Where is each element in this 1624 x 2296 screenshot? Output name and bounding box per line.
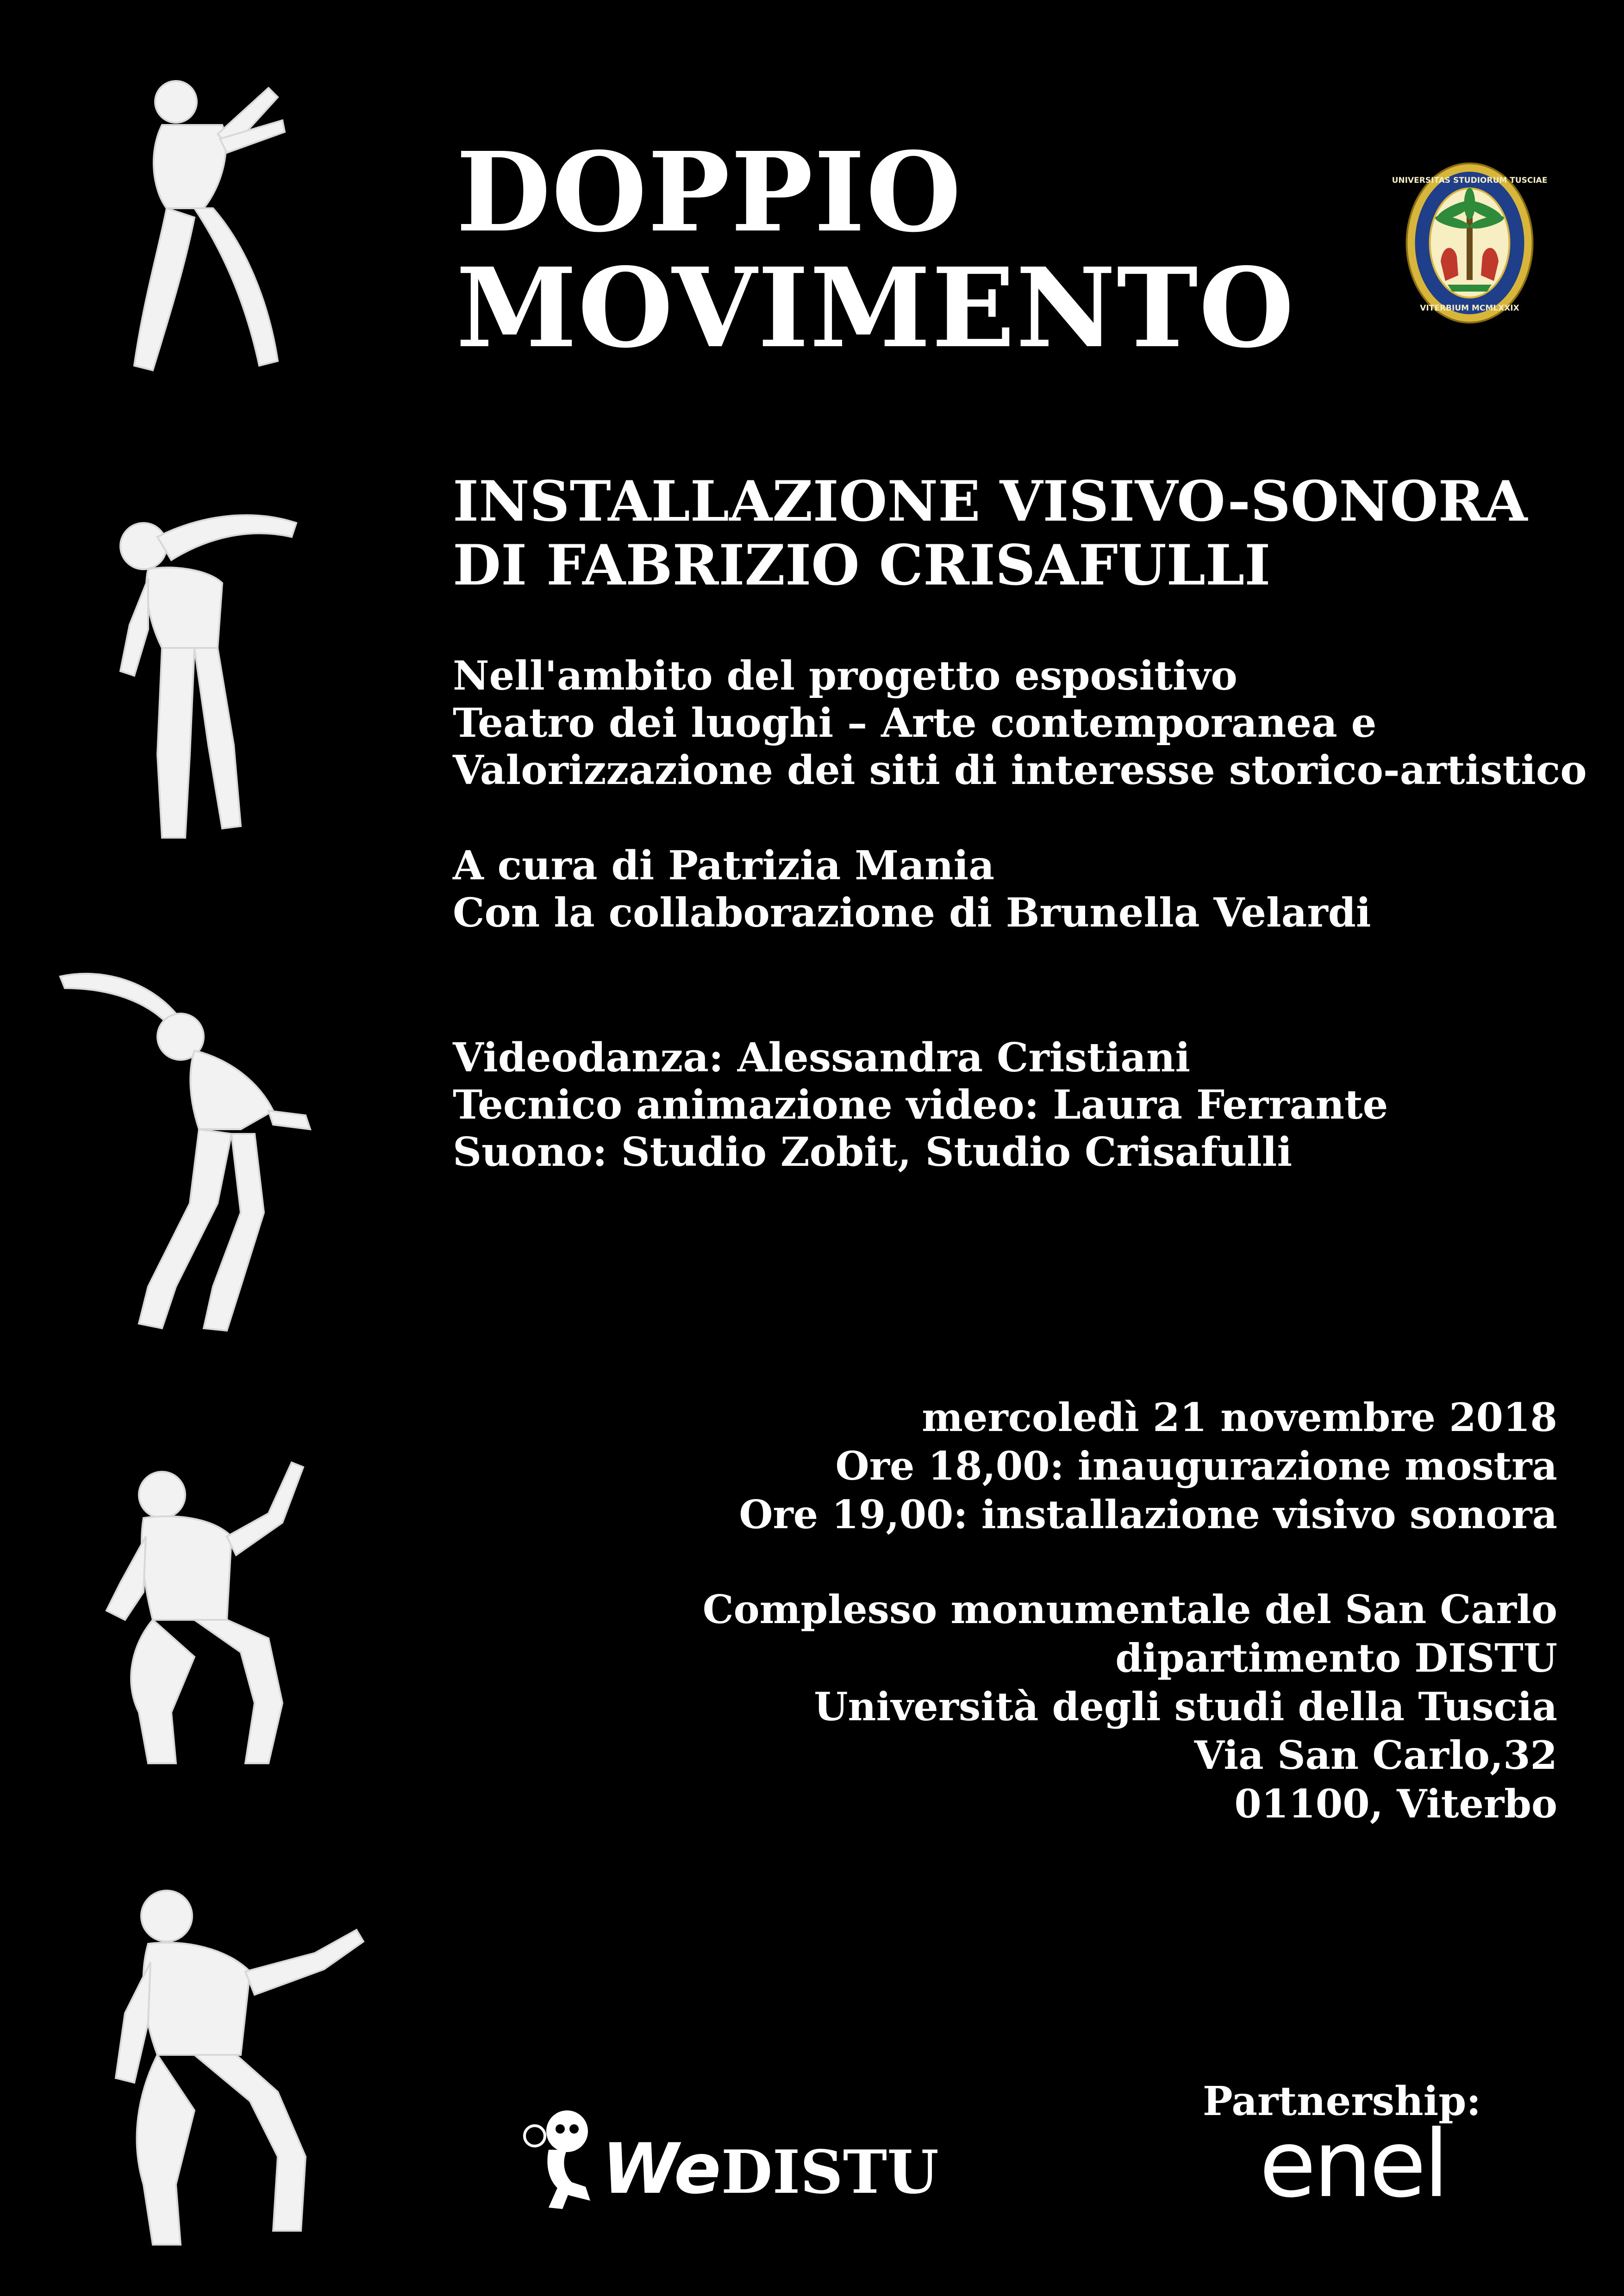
- dancer-figure-5: [74, 1860, 380, 2259]
- installation-subtitle: [453, 470, 1527, 597]
- credits: [453, 1034, 1388, 1176]
- seal-bottom-text: VITERBIUM MCMLXXIX: [1420, 304, 1519, 313]
- dancer-figure-1: [83, 69, 343, 403]
- curator-line-1: A cura di Patrizia Mania: [453, 842, 995, 889]
- event-opening-time: Ore 18,00: inaugurazione mostra: [835, 1443, 1557, 1489]
- seal-top-text: UNIVERSITAS STUDIORUM TUSCIAE: [1392, 176, 1548, 185]
- project-description: [453, 653, 1587, 794]
- curators: [453, 842, 1371, 937]
- university-seal-emblem: [1392, 160, 1548, 326]
- title-line-2: MOVIMENTO: [456, 243, 1295, 372]
- venue-line-1: Complesso monumentale del San Carlo: [702, 1587, 1557, 1632]
- project-line-2: Teatro dei luoghi – Arte contemporanea e: [453, 700, 1377, 747]
- subtitle-line-1: INSTALLAZIONE VISIVO-SONORA: [453, 469, 1528, 534]
- dancer-figure-3: [56, 963, 352, 1342]
- wedistu-distu-text: DISTU: [721, 2138, 939, 2207]
- curator-line-2: Con la collaborazione di Brunella Velardi: [453, 890, 1371, 936]
- subtitle-line-2: DI FABRIZIO CRISAFULLI: [453, 533, 1271, 598]
- partnership-label: Partnership:: [1203, 2078, 1481, 2125]
- credit-animation: Tecnico animazione video: Laura Ferrante: [453, 1082, 1388, 1128]
- venue-line-2: dipartimento DISTU: [1115, 1635, 1557, 1681]
- event-schedule: [739, 1393, 1557, 1539]
- venue-city: 01100, Viterbo: [1234, 1781, 1557, 1827]
- event-venue: [703, 1585, 1557, 1828]
- event-installation-time: Ore 19,00: installazione visivo sonora: [739, 1492, 1557, 1537]
- venue-address: Via San Carlo,32: [1194, 1732, 1557, 1778]
- wedistu-mascot-icon: [516, 2103, 604, 2215]
- wedistu-we-text: We: [602, 2129, 721, 2209]
- credit-sound: Suono: Studio Zobit, Studio Crisafulli: [453, 1129, 1293, 1176]
- poster-title: [456, 128, 1295, 372]
- enel-wordmark: enel: [1259, 2110, 1447, 2218]
- enel-logo: [1259, 2110, 1500, 2218]
- credit-videodanza: Videodanza: Alessandra Cristiani: [453, 1034, 1191, 1081]
- event-date: mercoledì 21 novembre 2018: [922, 1394, 1557, 1440]
- project-line-1: Nell'ambito del progetto espositivo: [453, 653, 1237, 699]
- dancer-figure-4: [93, 1444, 352, 1777]
- wedistu-logo: [516, 2103, 939, 2215]
- dancer-figure-2: [102, 495, 352, 856]
- project-line-3: Valorizzazione dei siti di interesse storico-artistico: [453, 747, 1587, 794]
- dancer-figures-column: [46, 69, 380, 2296]
- wedistu-wordmark: [602, 2129, 939, 2209]
- title-line-1: DOPPIO: [456, 128, 962, 256]
- venue-line-3: Università degli studi della Tuscia: [814, 1684, 1557, 1730]
